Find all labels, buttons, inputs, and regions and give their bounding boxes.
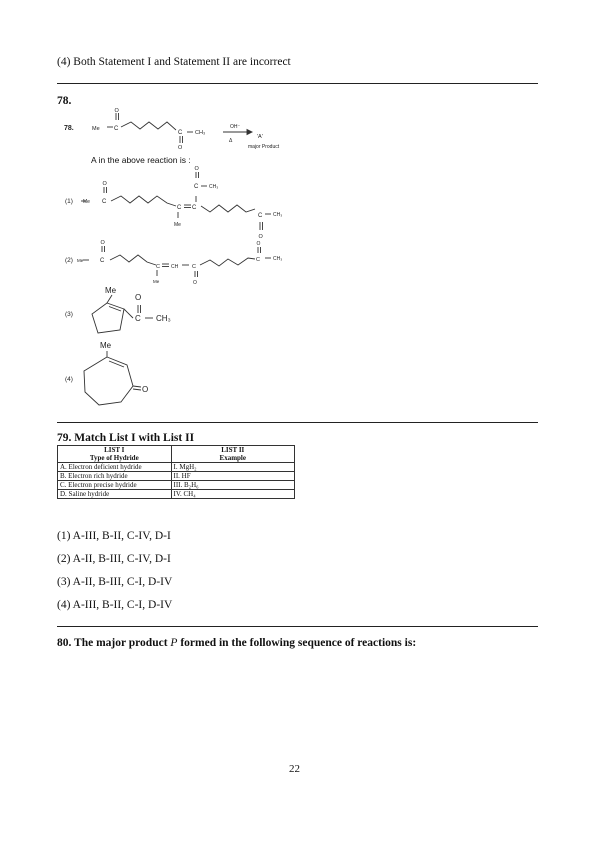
ch-label: CH [171,264,179,270]
question-78-inner-number: 78. [64,125,74,132]
atom-o: O [102,181,107,187]
option-4-label: (4) [65,376,73,383]
match-table [57,445,295,499]
atom-c: C [258,213,263,219]
atom-o: O [258,234,263,240]
list2-item: III. B₂H₆ [171,481,294,490]
atom-o: O [142,385,149,394]
question-80-text-end: formed in the following sequence of reactions is: [177,637,417,649]
question-80-text-start: 80. The major product [57,637,171,649]
atom-o: O [194,166,199,172]
atom-c: C [177,205,182,211]
product-label: 'A' [257,134,263,140]
ch3-label: CH₃ [273,256,283,262]
option-3[interactable]: (3) A-II, B-III, C-I, D-IV [57,576,173,588]
atom-c: C [194,184,199,190]
atom-o: O [256,241,261,247]
table-row [58,472,295,481]
list2-item: II. HF [171,472,294,481]
me-label: Me [92,126,100,132]
list1-item: B. Electron rich hydride [58,472,172,481]
atom-c: C [178,130,183,136]
list2-header: LIST II [171,446,294,455]
atom-c: C [256,257,260,263]
option-2[interactable]: (2) A-II, B-III, C-IV, D-I [57,553,171,565]
atom-o: O [135,293,142,302]
me-label: Me [174,222,181,228]
question-78-number: 78. [57,95,72,107]
list1-item: C. Electron precise hydride [58,481,172,490]
me-label: Me [153,279,160,284]
list1-header: LIST I [58,446,172,455]
table-row [58,481,295,490]
option-3-label: (3) [65,311,73,318]
list2-item: IV. CH₄ [171,490,294,499]
question-78-structures [0,0,595,420]
ch3-label: CH₃ [156,314,171,323]
atom-c: C [156,264,160,270]
option-1-label: (1) [65,198,73,205]
me-label: Me [77,258,84,263]
reagent-label: OH⁻ [230,124,241,130]
option-4[interactable]: (4) A-III, B-II, C-I, D-IV [57,599,173,611]
question-78-text: A in the above reaction is : [91,155,191,165]
atom-c: C [100,258,105,264]
atom-o: O [100,240,105,246]
atom-o: O [178,145,183,151]
list1-item: D. Saline hydride [58,490,172,499]
atom-c: C [192,205,197,211]
atom-o: O [114,108,119,114]
heat-label: Δ [229,138,233,144]
product-sub-label: major Product [248,144,280,150]
me-label: Me [100,341,112,350]
option-2-label: (2) [65,257,73,264]
me-label: Me [105,286,117,295]
question-80-text [57,637,416,649]
page-number: 22 [289,763,300,775]
atom-c: C [114,126,119,132]
atom-c: C [192,264,196,270]
ch3-label: CH₃ [209,184,219,190]
table-row [58,463,295,472]
list2-subheader: Example [171,454,294,463]
variable-p: P [170,637,178,649]
table-row [58,490,295,499]
ch3-label: CH₃ [195,130,206,136]
atom-o: O [193,280,197,286]
previous-option-text: (4) Both Statement I and Statement II are incorrect [57,56,291,68]
atom-c: C [135,314,141,323]
divider [57,422,538,423]
question-79-title: 79. Match List I with List II [57,432,195,444]
list2-item: I. MgH₂ [171,463,294,472]
divider [57,626,538,627]
list1-item: A. Electron deficient hydride [58,463,172,472]
option-1[interactable]: (1) A-III, B-II, C-IV, D-I [57,530,171,542]
list1-subheader: Type of Hydride [58,454,172,463]
me-label: Me [83,199,90,205]
ch3-label: CH₃ [273,212,283,218]
atom-c: C [102,199,107,205]
